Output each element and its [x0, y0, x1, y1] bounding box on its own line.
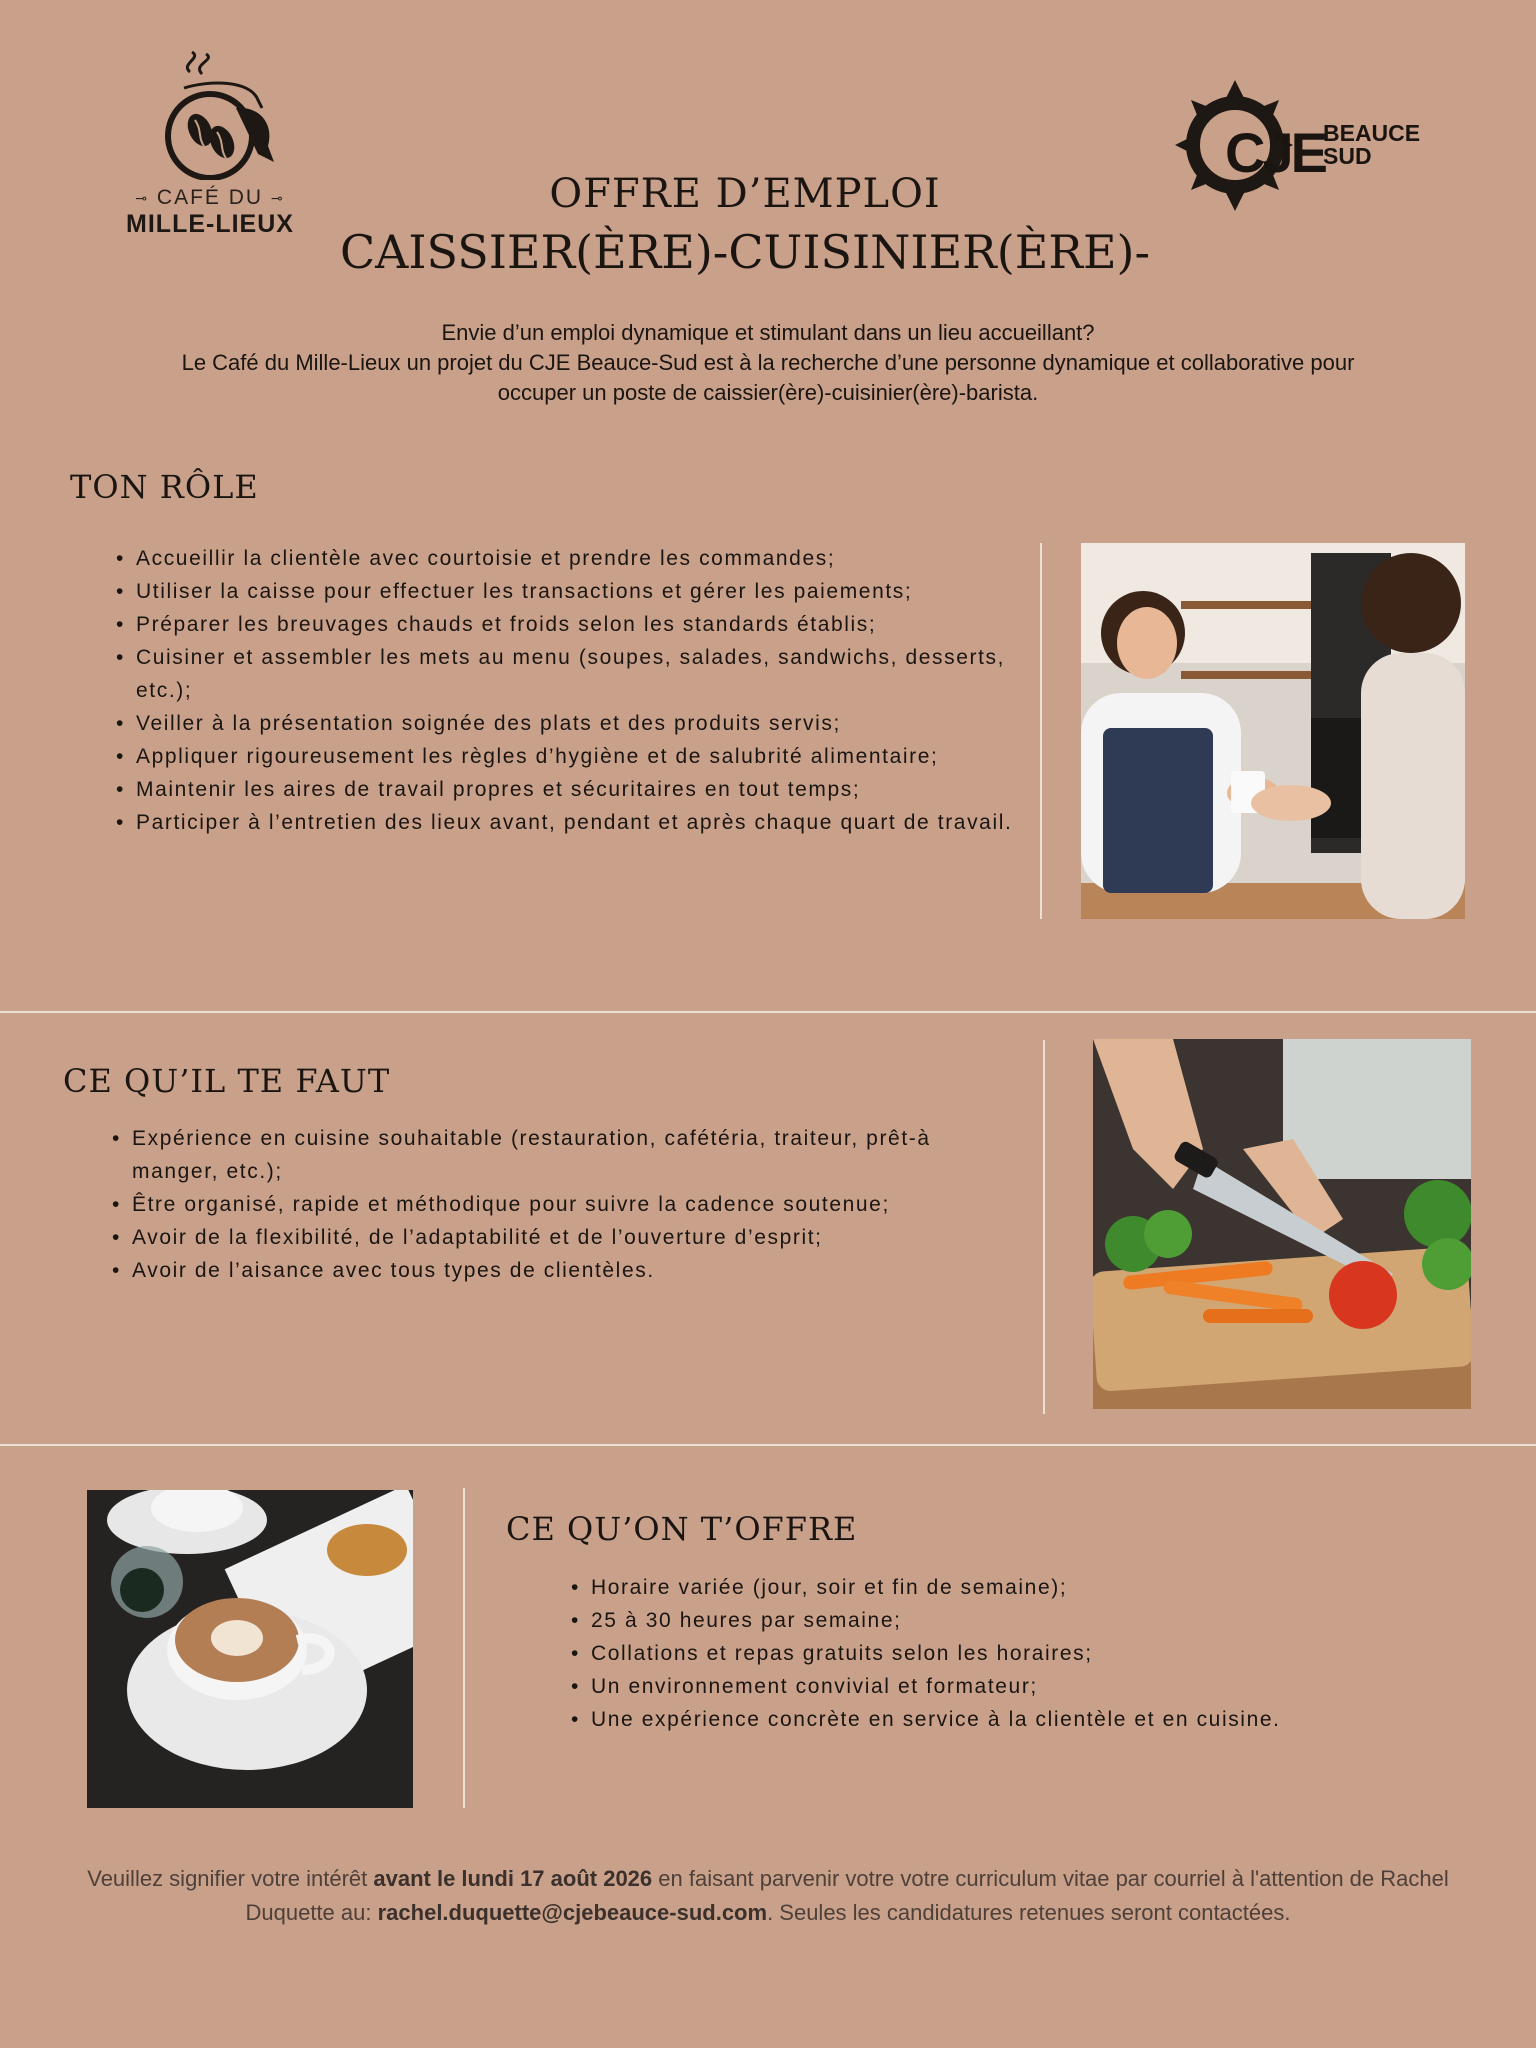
cafe-logo-line1: ⊸ CAFÉ DU ⊸ — [135, 186, 285, 209]
cje-logo-main: CJE — [1225, 121, 1325, 184]
offer-section-title: CE QU’ON T’OFFRE — [506, 1510, 858, 1548]
list-item: • Appliquer rigoureusement les règles d’hygiène et de salubrité alimentaire; — [116, 740, 1016, 773]
list-item: • Participer à l’entretien des lieux avant, pendant et après chaque quart de travail. — [116, 806, 1016, 839]
section-divider — [0, 1444, 1536, 1446]
contact-email[interactable]: rachel.duquette@cjebeauce-sud.com — [377, 1900, 768, 1925]
barista-photo — [1081, 543, 1465, 919]
intro-text — [100, 318, 1436, 408]
cutting-vegetables-photo — [1093, 1039, 1471, 1409]
intro-line1: Envie d’un emploi dynamique et stimulant dans un lieu accueillant? — [441, 320, 1095, 345]
role-section-title: TON RÔLE — [70, 468, 259, 506]
application-deadline: avant le lundi 17 août 2026 — [373, 1866, 653, 1891]
list-item: • Veiller à la présentation soignée des plats et des produits servis; — [116, 707, 1016, 740]
cafe-logo-line2: MILLE-LIEUX — [126, 210, 294, 238]
title-line1: OFFRE D’EMPLOI — [549, 171, 941, 217]
latte-photo — [87, 1490, 413, 1808]
needs-divider — [1043, 1040, 1045, 1414]
intro-line2: Le Café du Mille-Lieux un projet du CJE Beauce-Sud est à la recherche d’une personne dynamique et collaborative pour occuper un poste de caissier(ère)-cuisinier(ère)-barista. — [181, 350, 1355, 405]
role-list — [116, 542, 1016, 839]
list-item: • Maintenir les aires de travail propres et sécuritaires en tout temps; — [116, 773, 1016, 806]
title-line2: CAISSIER(ÈRE)-CUISINIER(ÈRE)- — [339, 225, 1151, 279]
list-item: • Horaire variée (jour, soir et fin de semaine); — [571, 1571, 1451, 1604]
offer-list — [571, 1571, 1451, 1736]
offer-divider — [463, 1488, 465, 1808]
list-item: • Une expérience concrète en service à la clientèle et en cuisine. — [571, 1703, 1451, 1736]
section-divider — [0, 1011, 1536, 1013]
role-divider — [1040, 543, 1042, 919]
application-instructions: Veuillez signifier votre intérêt avant le lundi 17 août 2026 en faisant parvenir votre votre curriculum vitae par courriel à l'attention de Rachel Duquette au: rachel.duquette@cjebeauce-sud.com. Seules les candidatures retenues seront contactées. — [87, 1866, 1449, 1925]
list-item: • Accueillir la clientèle avec courtoisie et prendre les commandes; — [116, 542, 1016, 575]
list-item: • Avoir de la flexibilité, de l’adaptabilité et de l’ouverture d’esprit; — [112, 1221, 1012, 1254]
list-item: • Être organisé, rapide et méthodique pour suivre la cadence soutenue; — [112, 1188, 1012, 1221]
cafe-mille-lieux-logo — [115, 50, 305, 265]
list-item: • Utiliser la caisse pour effectuer les transactions et gérer les paiements; — [116, 575, 1016, 608]
needs-list — [112, 1122, 1012, 1287]
list-item: • Avoir de l’aisance avec tous types de clientèles. — [112, 1254, 1012, 1287]
coffee-cup-logo-icon — [140, 50, 280, 180]
list-item: • Collations et repas gratuits selon les horaires; — [571, 1637, 1451, 1670]
list-item: • Expérience en cuisine souhaitable (restauration, cafétéria, traiteur, prêt-à manger, etc.); — [112, 1122, 1012, 1188]
page-title — [280, 168, 1210, 284]
list-item: • Préparer les breuvages chauds et froids selon les standards établis; — [116, 608, 1016, 641]
cje-logo-sub: BEAUCE SUD — [1323, 120, 1421, 169]
list-item: • 25 à 30 heures par semaine; — [571, 1604, 1451, 1637]
needs-section-title: CE QU’IL TE FAUT — [63, 1062, 391, 1100]
cje-beauce-sud-logo — [1175, 78, 1455, 213]
list-item: • Un environnement convivial et formateur; — [571, 1670, 1451, 1703]
list-item: • Cuisiner et assembler les mets au menu (soupes, salades, sandwichs, desserts, etc.); — [116, 641, 1016, 707]
